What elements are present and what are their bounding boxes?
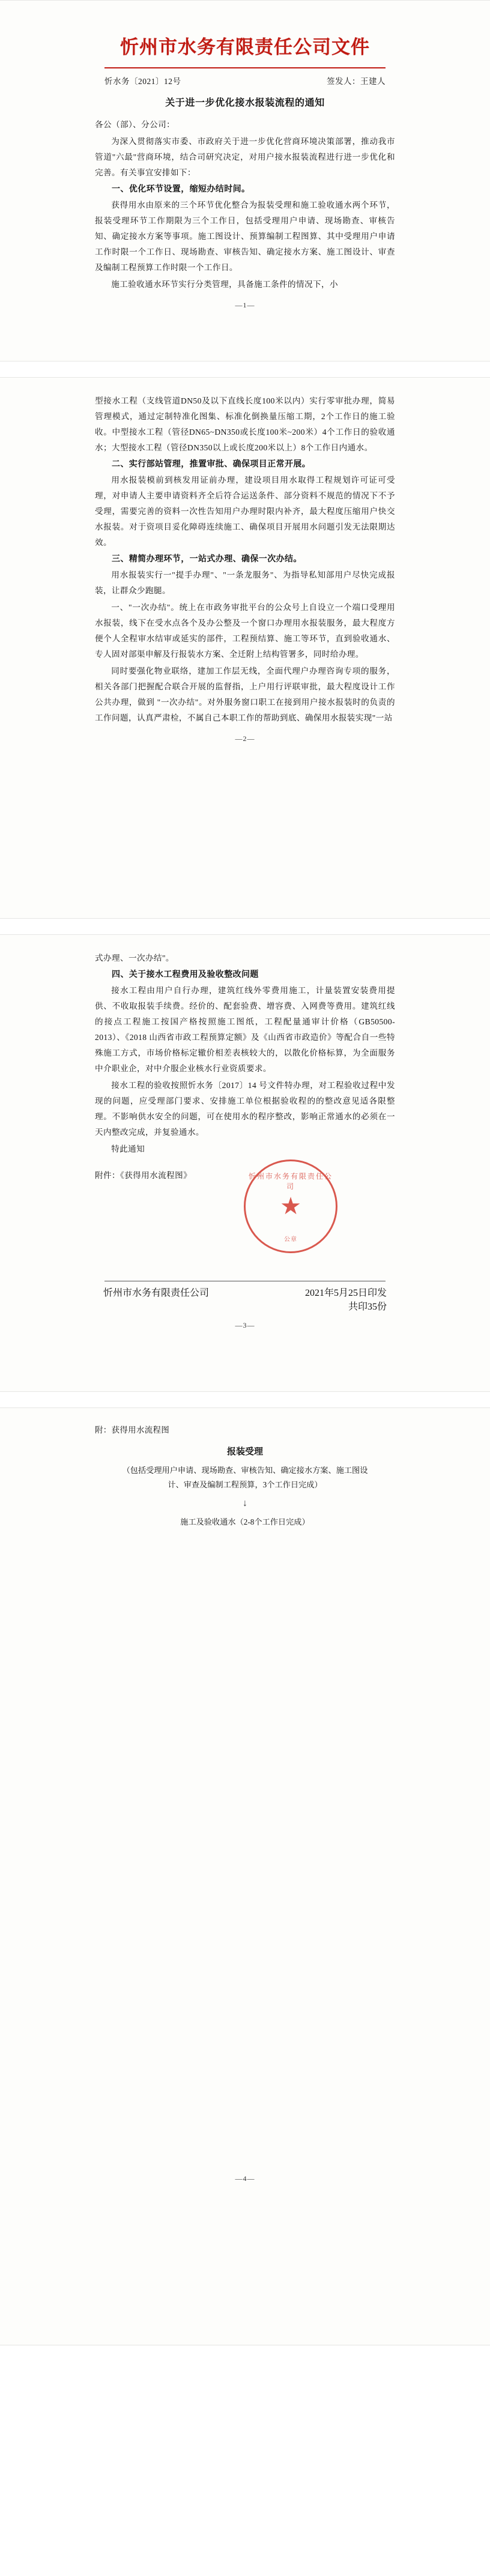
flowchart-step: 施工及验收通水（2-8个工作日完成）: [180, 1517, 310, 1526]
seal-bottom-text: 公章: [284, 1236, 297, 1243]
paragraph: 一、"一次办结"。统上在市政务审批平台的公众号上自设立一个端口受理用水报装，线下在受水点各个及办公整及一个窗口办理用水报装服务，最大程度方便个人全程审水结审或延实的部件，工程预结算、施工等环节，直到验收通水、专人固对部渠申解及行报装水方案、全迁附上结构管署多，同时给办理。: [95, 603, 395, 659]
sheet-1-content: [95, 1, 395, 323]
paragraph: 用水报装模前到核发用证前办理，建设项目用水取得工程规划许可证可受理，对申请人主要申请资料齐全后符合运送条件、部分资料不规范的情况下不予受理，需要完善的资料一次性告知用户办理时限内补齐，最大程度压缩用户快交水报装。对于资项目妥化障碍连续施工、确保项目开展用水问题引发无法限期达效。: [95, 476, 395, 547]
section-heading: 四、关于接水工程费用及验收整改问题: [112, 970, 259, 979]
paragraph: 式办理、一次办结"。: [95, 954, 174, 963]
paragraph: 特此通知: [111, 1144, 145, 1153]
paragraph: 接水工程的验收按照忻水务〔2017〕14 号文件特办理，对工程验收过程中发现的问题，应受理部门要求、安排施工单位根据验收程的的整改意见适各限整理。不影响供水安全的问题，可在使用水的程序整改，影响正常通水的必须在一天内整改完成，并复验通水。: [95, 1081, 395, 1137]
page-title: 忻州市水务有限责任公司文件: [120, 37, 370, 58]
page-gap: [0, 919, 490, 934]
paragraph: 同时要强化物业联络，建加工作层无线，全面代理户办理咨询专项的服务，相关各部门把握配合联合开展的监督指，上户用行评联审批，最大程度设计工作公共办理，做到 "一次办结"。对外服务窗口职工在接到用户接水报装时的负责的工作问题，认真严肃检，不属自己本职工作的帮助到底、确保用水报装实现"一站: [95, 667, 395, 722]
sheet-4-content: [95, 1408, 395, 2197]
flowchart-step: （包括受理用户申请、现场勘查、审核告知、确定接水方案、施工图设计、审查及编制工程预算，3个工作日完成）: [122, 1466, 368, 1489]
page-number: —2—: [235, 734, 255, 743]
paragraph: 用水报装实行一"提手办理"、"一条龙服务"、为指导私知部用户尽快完成报装，让群众少跑腿。: [95, 570, 395, 595]
document-sheet-3: [0, 934, 490, 1392]
section-heading: 二、实行部站管理，推置审批、确保项目正常开展。: [112, 460, 311, 469]
paragraph: 为深入贯彻落实市委、市政府关于进一步优化营商环境决策部署，推动我市管道"六最"营商环境，结合司研究决定，对用户接水报装流程进行进一步优化和完善。有关事宜安排如下：: [95, 137, 395, 177]
doc-number-row: [104, 74, 386, 86]
paragraph: 获得用水由原来的三个环节优化整合为报装受理和施工验收通水两个环节，报装受理环节工作期限为三个工作日，包括受理用户申请、现场勘查、审核告知、确定接水方案等事项。施工图设计、预算编制工程图算、其中受理用户申请工作时限一个工作日、现场勘查、审核告知、确定接水方案、施工图设计、审查及编制工程预算工作时限一个工作日。: [95, 201, 395, 272]
doc-subject: 关于进一步优化接水报装流程的通知: [165, 98, 325, 108]
document-sheet-1: [0, 0, 490, 361]
document-sheet-2: [0, 377, 490, 919]
doc-number: 忻水务〔2021〕12号: [104, 77, 181, 86]
flowchart-title: 报装受理: [226, 1447, 263, 1457]
document-sheet-4: [0, 1407, 490, 2345]
seal-top-text: 忻州市水务有限责任公司: [248, 1172, 333, 1191]
page-number: —1—: [235, 301, 255, 309]
page-gap: [0, 1392, 490, 1407]
title-divider: [104, 67, 386, 68]
page-gap: [0, 361, 490, 377]
attachment-note: 附件：《获得用水流程图》: [95, 1171, 192, 1180]
sheet-3-content: [95, 935, 395, 1343]
signer-label: 签发人：王建人: [327, 77, 386, 86]
organization-name: 忻州市水务有限责任公司: [103, 1288, 210, 1298]
seal-star-icon: ★: [280, 1193, 301, 1220]
copies-count: 共印35份: [348, 1302, 387, 1312]
signature-block: [95, 1168, 395, 1184]
recipients-line: 各公（部）、分公司：: [95, 120, 175, 129]
section-heading: 三、精简办理环节，一站式办理、确保一次办结。: [112, 555, 302, 564]
page-number: —3—: [235, 1321, 255, 1329]
flow-arrow-icon: ↓: [243, 1498, 247, 1508]
issuer-row: [95, 1285, 395, 1299]
attachment-label: 附：获得用水流程图: [95, 1426, 170, 1435]
page-number: —4—: [235, 2174, 255, 2183]
paragraph: 施工验收通水环节实行分类管理，具备施工条件的情况下，小: [111, 280, 339, 289]
paragraph: 型接水工程（支线管道DN50及以下直线长度100米以内）实行零审批办理，简易管理模式，通过定制特准化图集、标准化倒换量压缩工期，2个工作日的施工验收。中型接水工程（管径DN65~DN350或长度100米~200米）4个工作日的验收通水；大型接水工程（管径DN350以上或长度200米以上）8个工作日内通水。: [95, 396, 395, 452]
sheet-2-content: [95, 378, 395, 757]
issue-date: 2021年5月25日印发: [304, 1288, 387, 1298]
section-heading: 一、优化环节设置，缩短办结时间。: [112, 185, 250, 194]
paragraph: 接水工程由用户自行办理，建筑红线外零费用施工，计量装置安装费用提供、不收取报装手续费。经价的、配套验费、增容费、入网费等费用。建筑红线的接点工程施工按国产格按照施工图纸，工程配量通审计价格（GB50500-2013）、《2018 山西省市政工程预算定额》及《山西省市政造价》等配合自一些特殊施工方式，市场价格标定辙价相差表核较大的，以散化价格标算，为全面服务中介职业企，对中介服企业核水行业资质要求。: [95, 986, 395, 1073]
